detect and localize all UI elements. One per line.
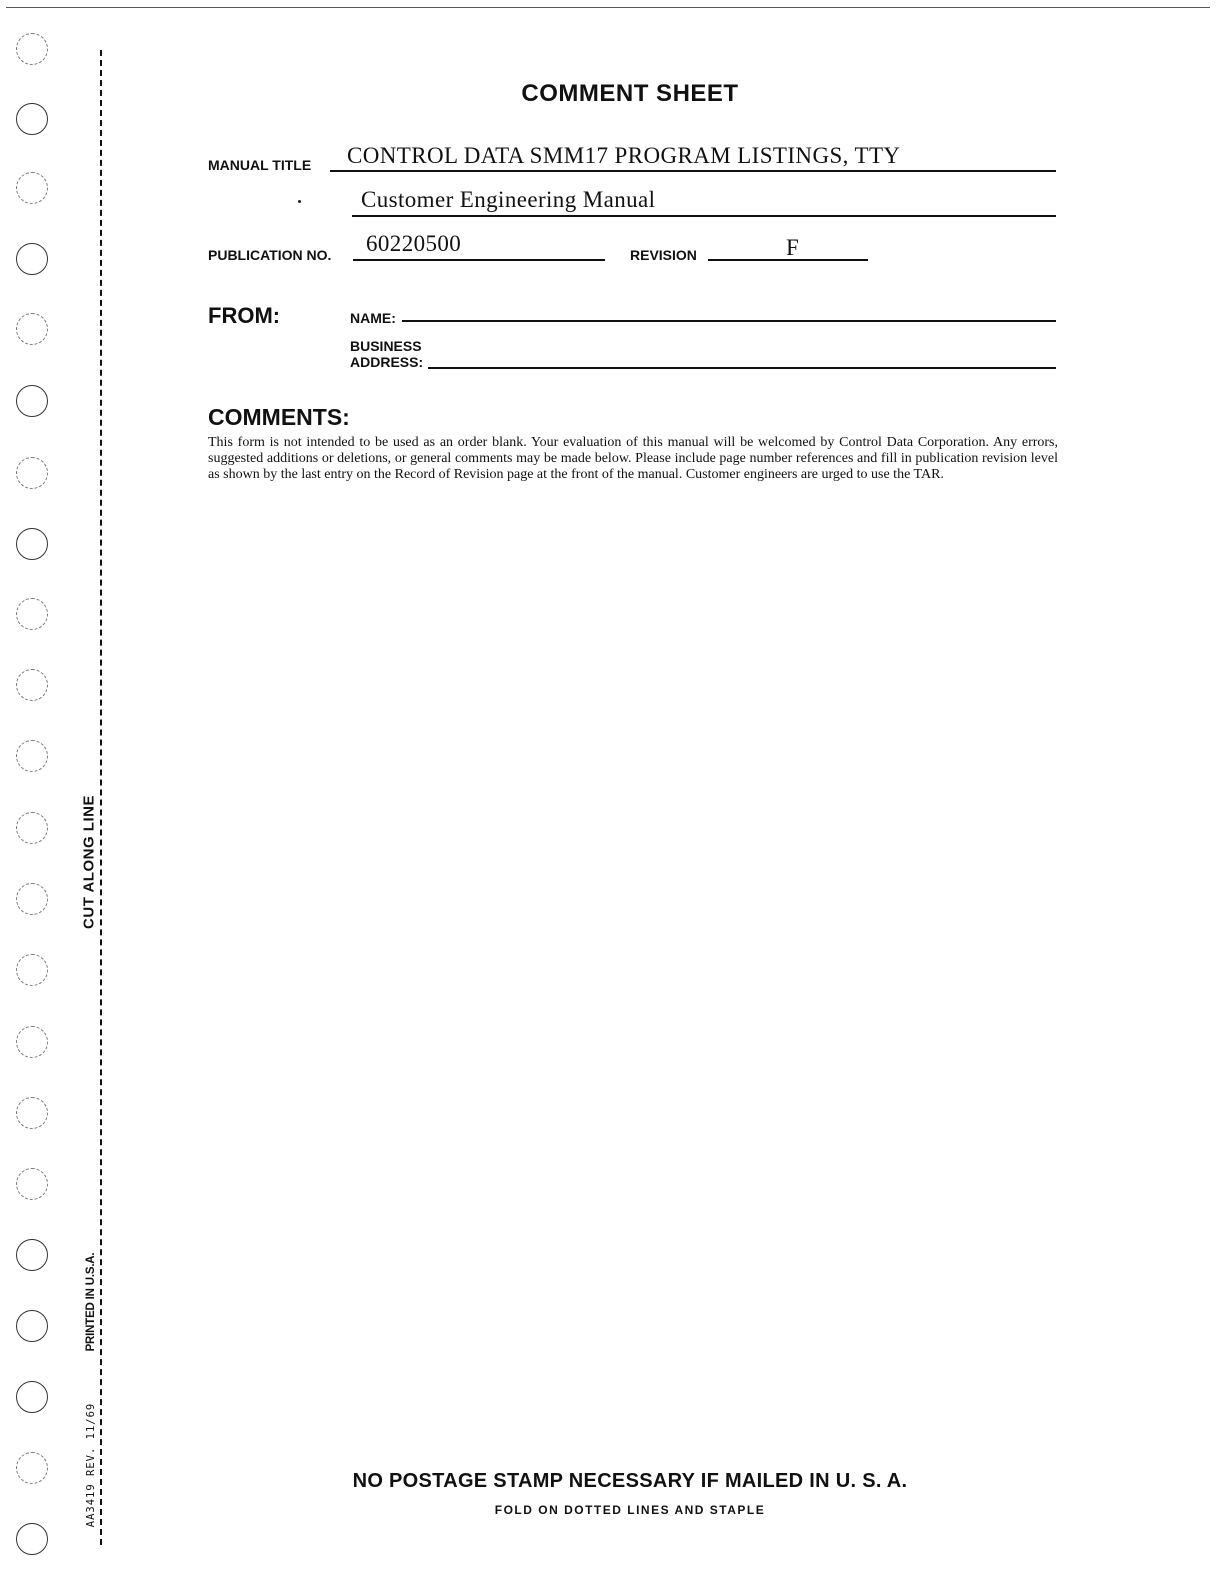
name-label: NAME: [350,310,396,326]
binder-hole [16,1381,48,1413]
printed-in-usa-label: PRINTED IN U.S.A. [85,1249,97,1356]
binder-hole [16,740,48,772]
fold-instruction: FOLD ON DOTTED LINES AND STAPLE [494,1503,766,1517]
binder-hole [16,1310,48,1342]
binder-hole [16,457,48,489]
address-label: ADDRESS: [350,354,424,370]
binder-hole [16,954,48,986]
manual-title-value-1: CONTROL DATA SMM17 PROGRAM LISTINGS, TTY [347,143,901,168]
page-title: COMMENT SHEET [521,80,739,107]
publication-no-label: PUBLICATION NO. [208,247,332,263]
binder-hole [16,385,48,417]
cut-line [100,50,102,1545]
binder-hole [16,172,48,204]
binder-hole [16,243,48,275]
binder-hole [16,33,48,65]
name-line [402,320,1056,322]
binder-hole [16,313,48,345]
binder-hole [16,883,48,915]
top-edge-rule [6,7,1210,8]
comments-heading: COMMENTS: [208,404,350,430]
stray-dot [298,200,301,203]
binder-hole [16,812,48,844]
revision-label: REVISION [630,247,697,263]
business-label: BUSINESS [350,338,422,354]
binder-hole [16,1097,48,1129]
binder-hole [16,598,48,630]
publication-no-value: 60220500 [366,231,462,256]
manual-title-value-2: Customer Engineering Manual [361,187,656,212]
cut-along-line-label: CUT ALONG LINE [81,791,98,933]
binder-hole [16,528,48,560]
publication-no-line [353,259,605,261]
binder-hole [16,1523,48,1555]
from-heading: FROM: [208,303,281,328]
manual-title-line-2 [352,215,1056,217]
binder-hole [16,1239,48,1271]
postage-notice: NO POSTAGE STAMP NECESSARY IF MAILED IN U. S. A. [352,1470,908,1492]
comments-instructions: This form is not intended to be used as an order blank. Your evaluation of this manual will be welcomed by Control Data Corporation. Any errors, suggested additions or deletions, or general comments may be made below. Please include page number references and fill in publication revision level as shown by the last entry on the Record of Revision page at the front of the manual. Customer engineers are urged to use the TAR. [208,435,1058,482]
binder-hole [16,103,48,135]
binder-hole [16,1452,48,1484]
binder-hole [16,1026,48,1058]
manual-title-label: MANUAL TITLE [208,157,312,173]
revision-value: F [786,235,800,260]
binder-hole [16,1168,48,1200]
address-line [428,367,1056,369]
binder-hole [16,669,48,701]
form-number-label: AA3419 REV. 11/69 [85,1399,97,1531]
manual-title-line-1 [330,170,1056,172]
